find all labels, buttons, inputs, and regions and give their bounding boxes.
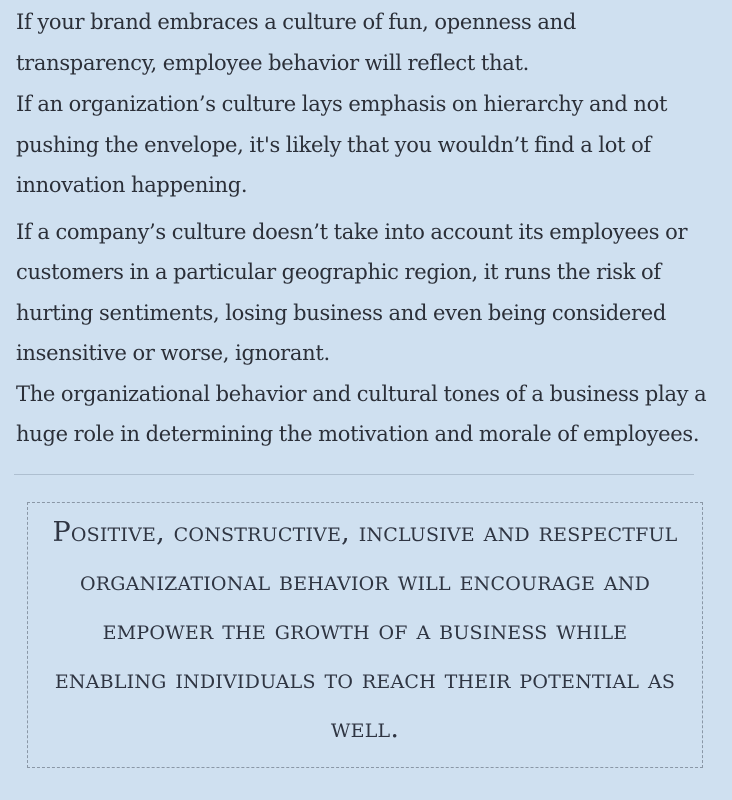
pull-quote-box — [27, 502, 703, 768]
article-body — [16, 0, 720, 455]
paragraph-geographic-region: If a company’s culture doesn’t take into account its employees or customers in a particular geographic region, it runs the risk of hurting sentiments, losing business and even being considered insensitive or worse, ignorant. — [16, 219, 688, 365]
paragraph-organizational-behavior: The organizational behavior and cultural tones of a business play a huge role in determining the motivation and morale of employees. — [16, 381, 707, 446]
pull-quote-text: Positive, constructive, inclusive and respectful organizational behavior will encourage and empower the growth of a business while enabling individuals to reach their potential as well. — [52, 517, 678, 744]
paragraph-brand-culture: If your brand embraces a culture of fun, openness and transparency, employee behavior will reflect that. — [16, 10, 576, 75]
paragraph-hierarchy: If an organization’s culture lays emphasis on hierarchy and not pushing the envelope, it's likely that you wouldn’t find a lot of innovation happening. — [16, 92, 668, 197]
section-divider — [14, 474, 694, 475]
